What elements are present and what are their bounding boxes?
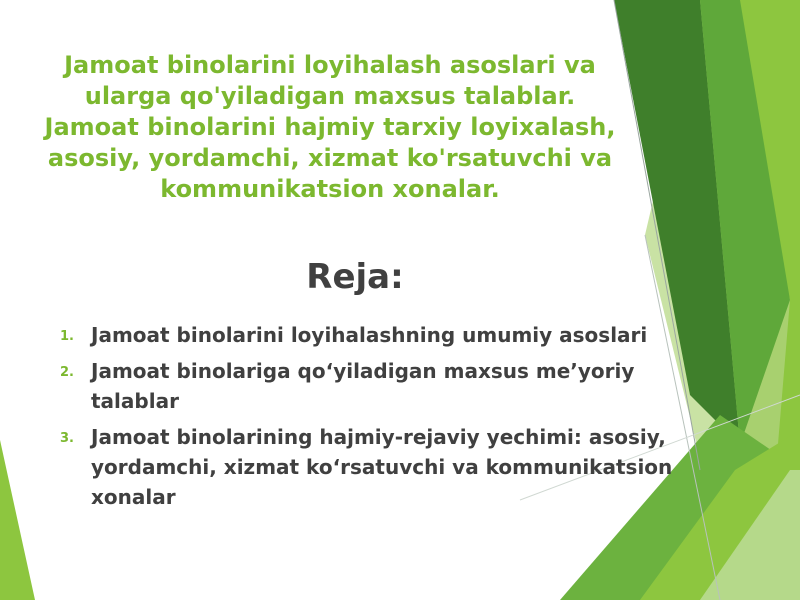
plan-item-text: Jamoat binolariga qo‘yiladigan maxsus me’yoriy talablar: [91, 359, 635, 413]
plan-item-number: 1.: [60, 329, 74, 344]
plan-item-text: Jamoat binolarini loyihalashning umumiy asoslari: [91, 323, 648, 347]
plan-item-number: 2.: [60, 365, 74, 380]
slide-title: Jamoat binolarini loyihalash asoslari va ularga qo'yiladigan maxsus talablar. Jamoat binolarini hajmiy tarxiy loyixalash, asosiy, yordamchi, xizmat ko'rsatuvchi va kommunikatsion xonalar.: [44, 51, 616, 203]
plan-item-text: Jamoat binolarining hajmiy-rejaviy yechimi: asosiy, yordamchi, xizmat ko‘rsatuvchi va kommunikatsion xonalar: [91, 425, 673, 509]
plan-item: [60, 320, 680, 350]
plan-list: [60, 320, 680, 518]
plan-heading: Reja:: [306, 257, 404, 297]
plan-item: [60, 422, 680, 512]
plan-item: [60, 356, 680, 416]
left-green-wedge: [0, 440, 35, 600]
plan-item-number: 3.: [60, 431, 74, 446]
